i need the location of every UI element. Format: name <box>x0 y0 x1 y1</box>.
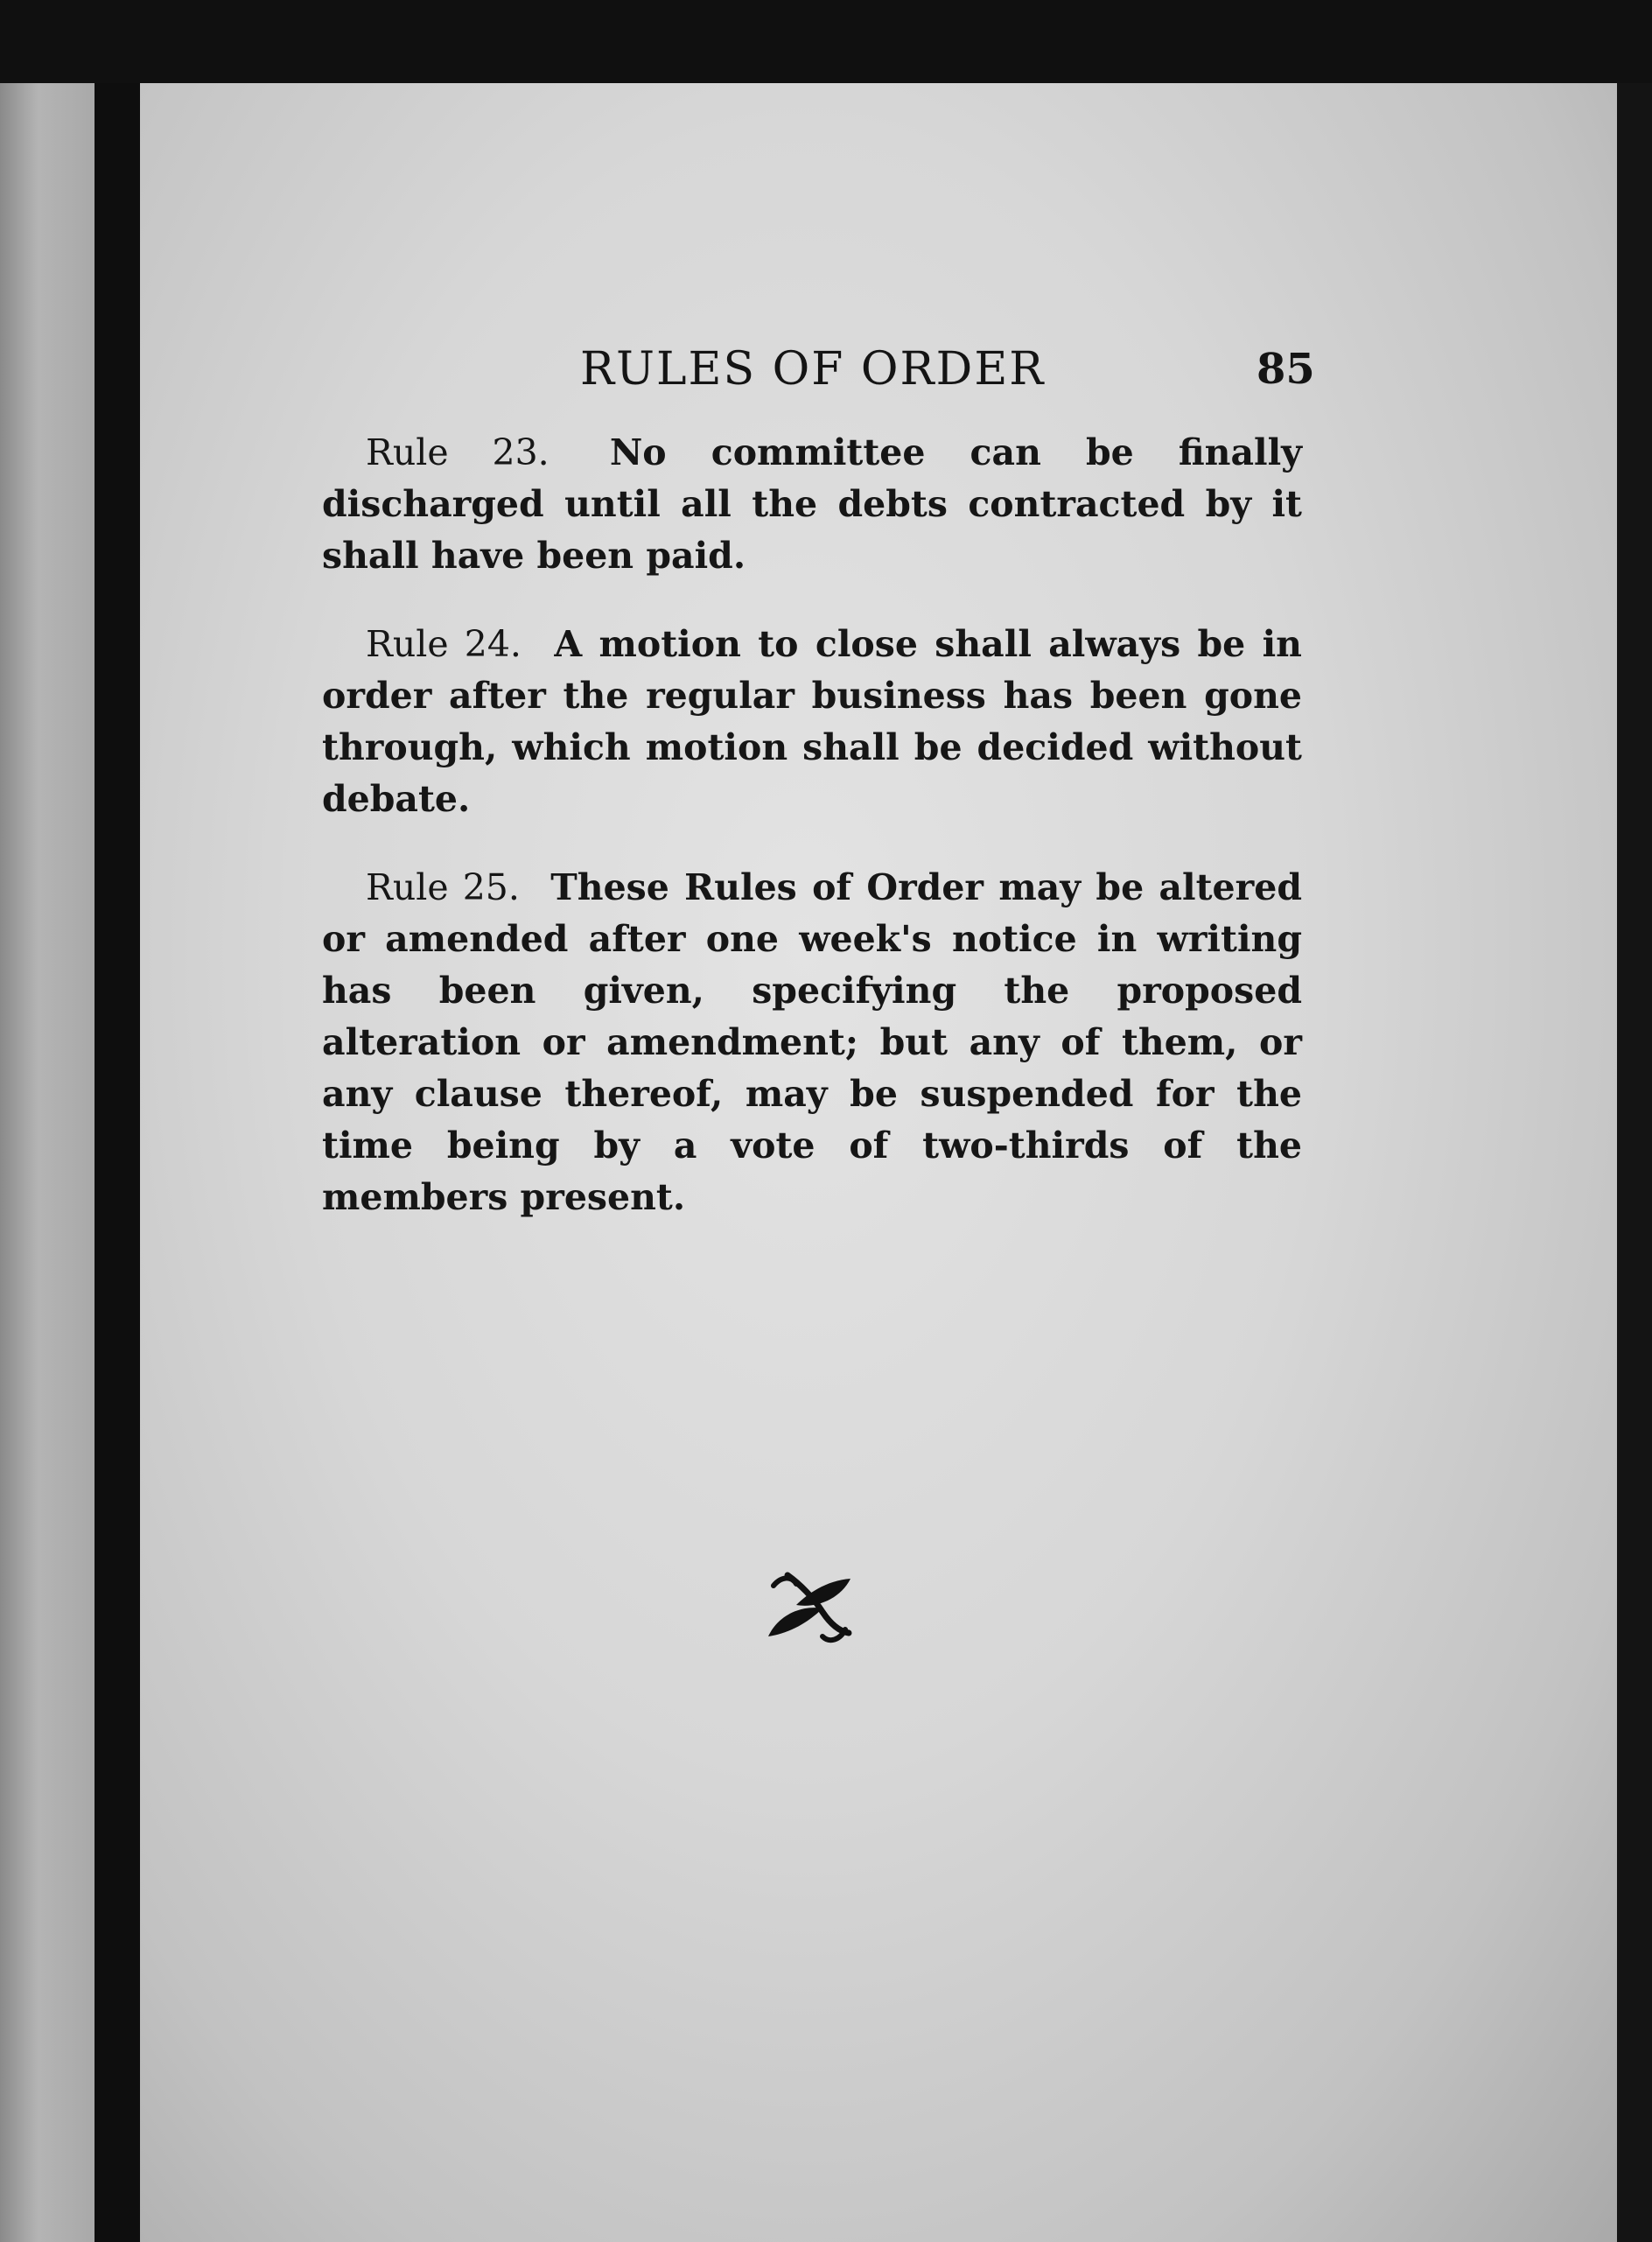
rule-24 <box>322 619 1302 825</box>
book-gutter-shadow <box>94 83 140 2242</box>
running-head: RULES OF ORDER <box>580 343 1046 396</box>
page-number: 85 <box>1256 345 1315 394</box>
rule-25 <box>322 862 1302 1223</box>
rules-body <box>322 427 1302 1260</box>
rule-label: Rule 23. <box>366 431 550 473</box>
rule-label: Rule 25. <box>366 866 520 908</box>
rule-text: No committee can be finally discharged until all the debts contracted by it shall have been paid. <box>322 431 1302 577</box>
rule-text: These Rules of Order may be altered or amended after one week's notice in writing has been given, specifying the proposed alteration or amendment; but any of them, or any clause thereof, may be suspended for the time being by a vote of two-thirds of the members present. <box>322 866 1303 1218</box>
rule-23 <box>322 427 1302 582</box>
rule-label: Rule 24. <box>366 623 522 665</box>
fleuron-ornament-icon <box>761 1568 858 1647</box>
page-right-edge-shadow <box>1617 83 1652 2242</box>
rule-text: A motion to close shall always be in order after the regular business has been gone through, which motion shall be decided without debate. <box>322 623 1302 820</box>
scan-top-shadow <box>0 0 1652 96</box>
facing-page-edge <box>0 83 94 2242</box>
